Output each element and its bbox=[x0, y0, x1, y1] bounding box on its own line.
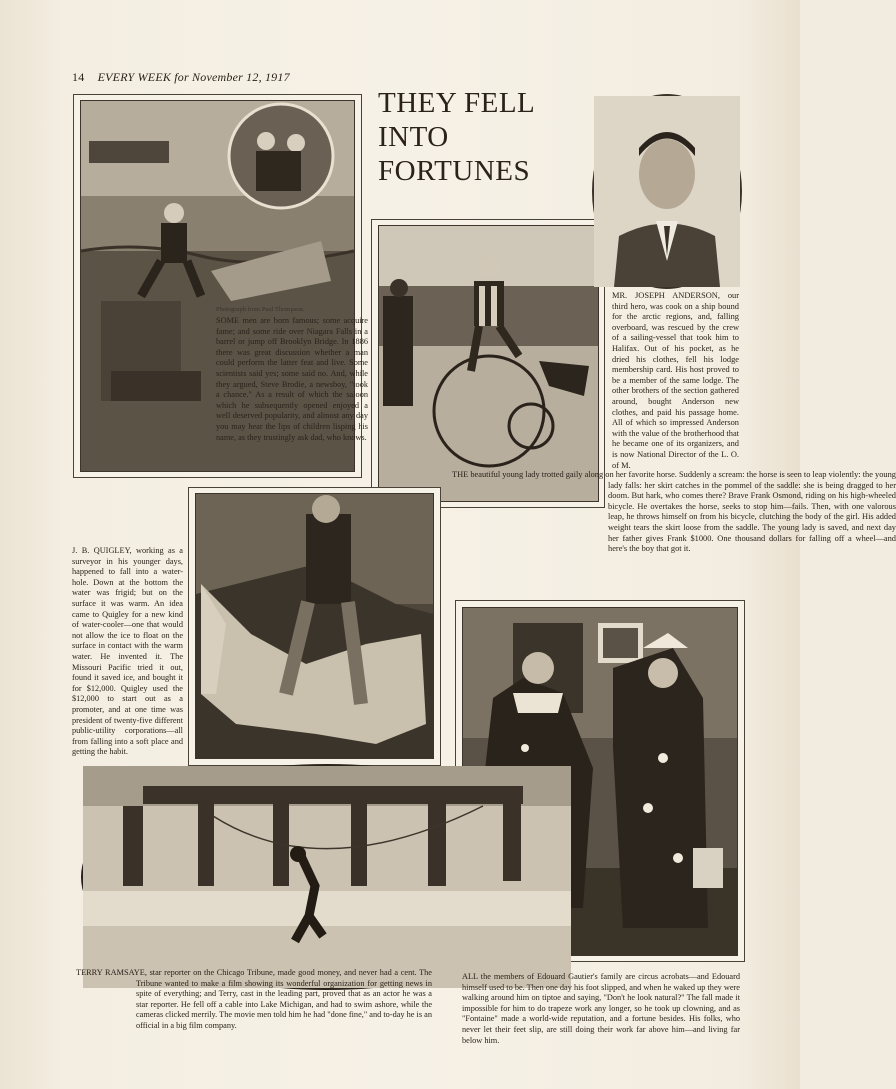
brodie-story: SOME men are born famous; some acquire fame; and some ride over Niagara Falls in a barrel or jump off Brooklyn Bridge. In 1886 there was great discussion whether a man could perform the latter feat and live. Some scientists said yes; some said no. And, while they argued, Steve Brodie, a newsboy, "took a chance." As a result of which the saloon which he subsequently opened enjoyed a well deserved popularity, and almost any day you may hear the lips of children lisping his name, as they trustingly ask dad, who knows. bbox=[216, 316, 368, 442]
anderson-portrait bbox=[592, 94, 742, 289]
anderson-story: MR. JOSEPH ANDERSON, our third hero, was cook on a ship bound for the arctic regions, and, falling overboard, was rescued by the crew of a sailing-vessel that took him to Halifax. Out of his pocket, as he dried his clothes, fell his lodge membership card. His host proved to be a member of the same lodge. The other brothers of the section gathered around, bought Anderson new clothes, and paid his passage home. All of which so impressed Anderson with the value of the brotherhood that he became one of its organizers, and is now National Director of the L. O. of M. bbox=[612, 291, 739, 470]
title-line-3: FORTUNES bbox=[378, 155, 531, 187]
title-line-1: THEY FELL bbox=[378, 87, 536, 119]
article-title bbox=[378, 86, 578, 188]
photo-credit: Photograph from Paul Thompson. bbox=[216, 306, 305, 313]
osmond-cyclist-photo bbox=[378, 225, 599, 502]
page-header bbox=[72, 70, 290, 85]
anderson-illustration bbox=[594, 96, 740, 287]
page-number: 14 bbox=[72, 70, 85, 84]
quigley-horse-photo bbox=[195, 493, 434, 759]
ramsaye-story: TERRY RAMSAYE, star reporter on the Chicago Tribune, made good money, and never had a cent. The Tribune wanted to make a film showing its wonderful organization for getting news in spite of everything; and Terry, cast in the leading part, proved that as an actor he was a star reporter. He fell off a cable into Lake Michigan, and had to swim ashore, while the cameras clicked merrily. The movie men told him he had "done fine," and to-day he is an official in a big film company. bbox=[76, 968, 432, 1030]
horse-illustration bbox=[196, 494, 433, 758]
gautier-story: ALL the members of Edouard Gautier's family are circus acrobats—and Edouard himself used to be. Then one day his foot slipped, and when he waked up they were walking around him on tiptoe and saying, "Don't he look natural?" The fall made it impossible for him to do trapeze work any longer, so he took up clowning, and as "Fontaine" made a world-wide reputation, and a fortune besides. His folks, who never let their feet slip, are still doing their work far above him—and living far below him. bbox=[462, 972, 740, 1045]
ramsaye-cable-photo bbox=[81, 764, 573, 990]
title-line-2: INTO bbox=[378, 121, 449, 153]
cyclist-illustration bbox=[379, 226, 598, 501]
publication-line: EVERY WEEK for November 12, 1917 bbox=[97, 70, 290, 84]
cable-illustration bbox=[83, 766, 571, 988]
osmond-story: THE beautiful young lady trotted gaily along on her favorite horse. Suddenly a scream: the horse is seen to leap violently: the young lady falls: her skirt catches in the pommel of the saddle: she is being dragged to her doom. But hark, who comes there? Brave Frank Osmond, riding on his high-wheeled bicycle. He overtakes the horse, seeks to stop him—fails. Then, with one valorous leap, he throws himself on from his bicycle, clutching the body of the girl. His added weight tears the skirt loose from the saddle. The young lady is saved, and next day her father gives Frank $1000. One thousand dollars for falling off a wheel—and here's the boy that got it. bbox=[452, 470, 896, 554]
quigley-story: J. B. QUIGLEY, working as a surveyor in his younger days, happened to fall into a water-hole. Down at the bottom the water was frigid; but on the surface it was warm. An idea came to Quigley for a new kind of water-cooler—one that would not allow the ice to float on the surface in contact with the warm water. He invented it. The Missouri Pacific tried it out, found it saved ice, and bought it for $12,000. Quigley used the $12,000 to start out as a promoter, and at one time was president of twenty-five different public-utility corporations—all from falling into a soft place and getting the habit. bbox=[72, 546, 183, 757]
